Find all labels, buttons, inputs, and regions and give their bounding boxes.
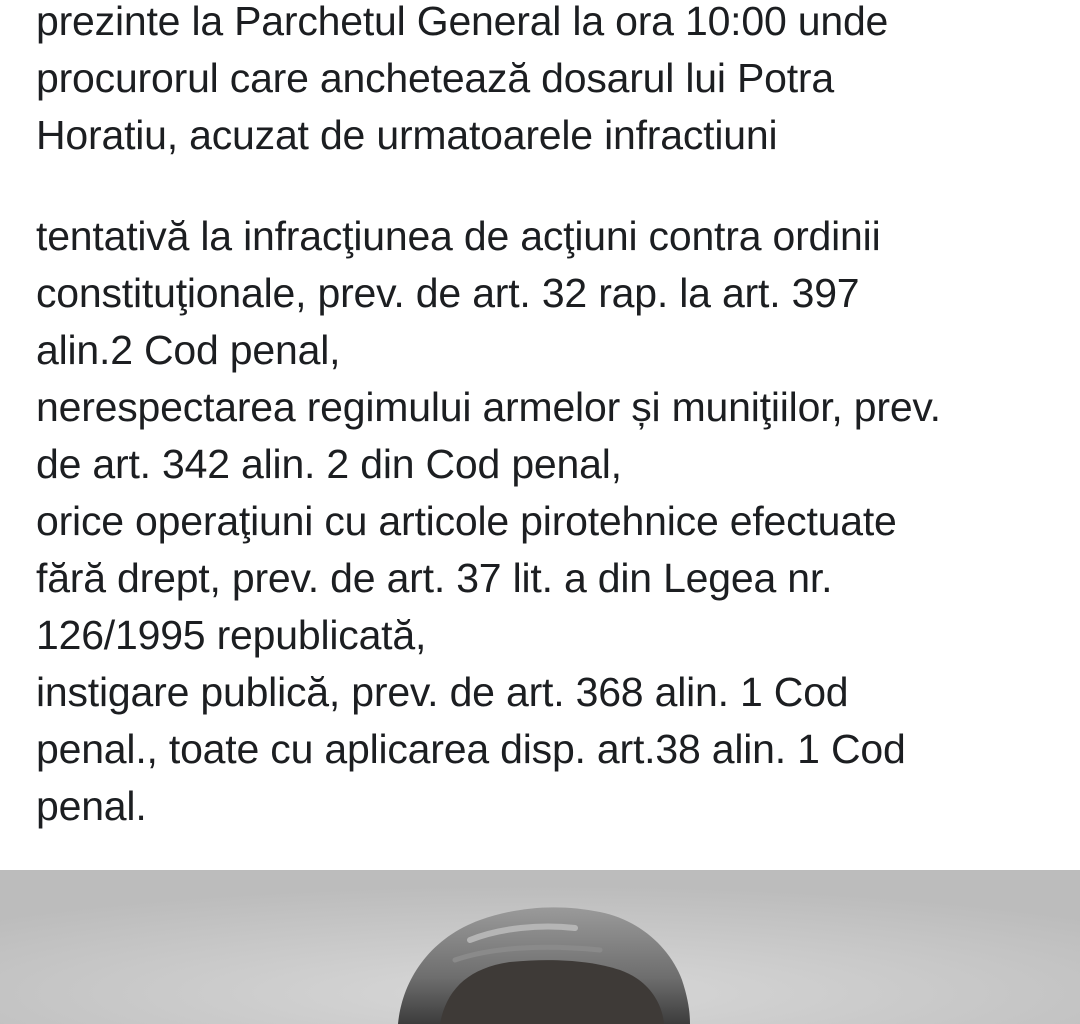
post-text-line: orice operaţiuni cu articole pirotehnice efectuate <box>36 498 897 544</box>
post-text-line: de art. 342 alin. 2 din Cod penal, <box>36 441 622 487</box>
post-photo[interactable] <box>0 870 1080 1024</box>
post-text-line: instigare publică, prev. de art. 368 alin. 1 Cod <box>36 669 849 715</box>
post-text-line: Horatiu, acuzat de urmatoarele infractiuni <box>36 112 778 158</box>
post-text-line: penal., toate cu aplicarea disp. art.38 alin. 1 Cod <box>36 726 906 772</box>
post-text-line: tentativă la infracţiunea de acţiuni contra ordinii <box>36 213 881 259</box>
post-text-line: prezinte la Parchetul General la ora 10:00 unde <box>36 0 889 44</box>
paragraph-gap <box>36 164 1066 208</box>
person-portrait-image <box>0 870 1080 1024</box>
post-text-line: 126/1995 republicată, <box>36 612 427 658</box>
post-text-line: procurorul care anchetează dosarul lui Potra <box>36 55 834 101</box>
post-text-line: constituţionale, prev. de art. 32 rap. la art. 397 <box>36 270 860 316</box>
post-text-line: fără drept, prev. de art. 37 lit. a din Legea nr. <box>36 555 833 601</box>
post-text-line: alin.2 Cod penal, <box>36 327 341 373</box>
post-text-line: nerespectarea regimului armelor și muniţiilor, prev. <box>36 384 941 430</box>
post-text <box>36 0 1066 835</box>
post-text-line: penal. <box>36 783 147 829</box>
